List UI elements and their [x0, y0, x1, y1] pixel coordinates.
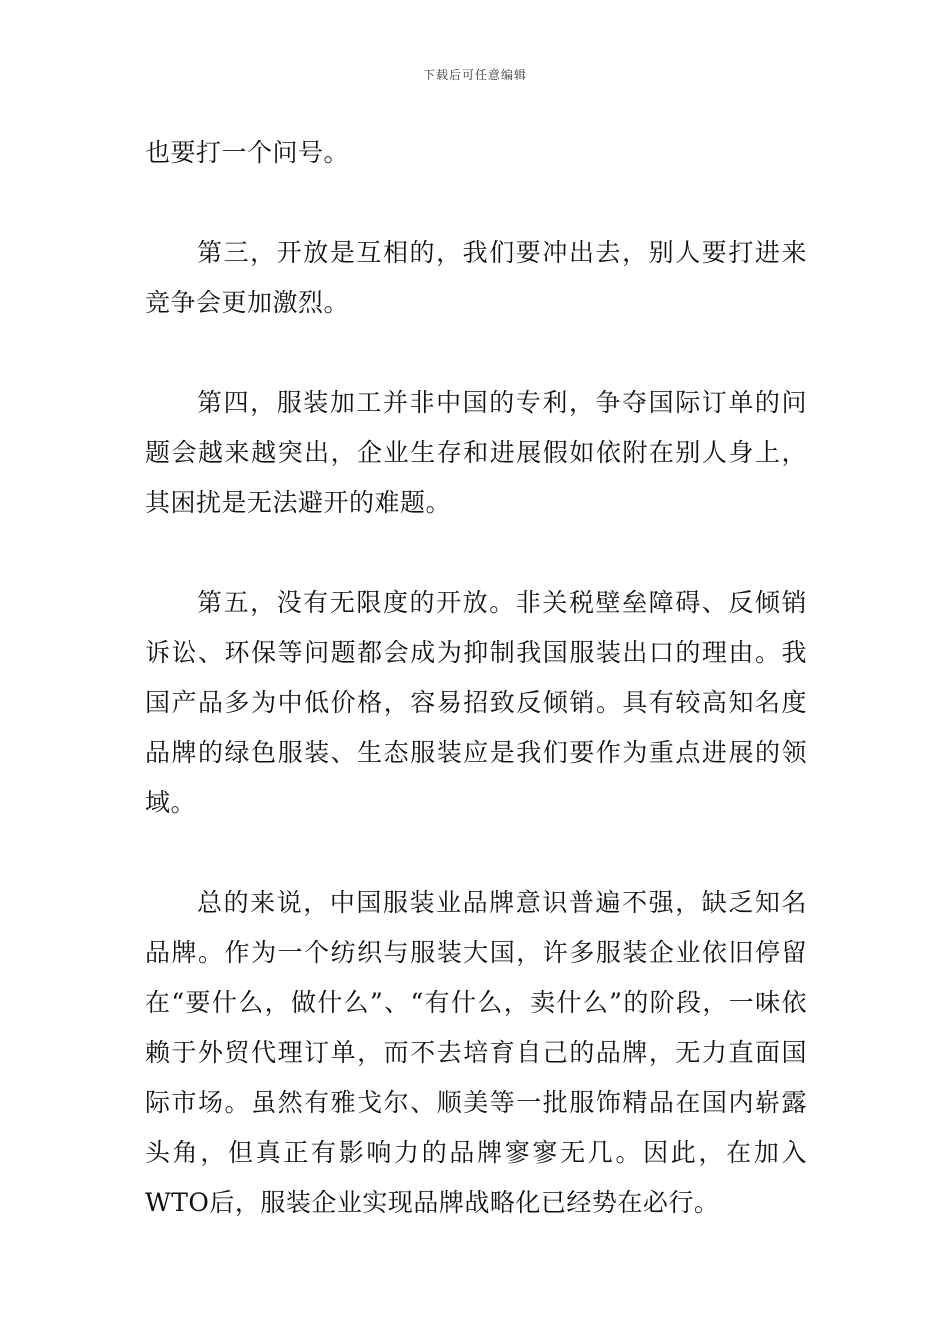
- page-header-note: 下载后可任意编辑: [422, 68, 527, 82]
- paragraph-5: 总的来说，中国服装业品牌意识普遍不强，缺乏知名品牌。作为一个纺织与服装大国，许多服装企业依旧停留在“要什么，做什么”、“有什么，卖什么”的阶段，一味依赖于外贸代理订单，而不去培育自己的品牌，无力直面国际市场。虽然有雅戈尔、顺美等一批服饰精品在国内崭露头角，但真正有影响力的品牌寥寥无几。因此，在加入WTO后，服装企业实现品牌战略化已经势在必行。: [145, 888, 807, 1217]
- paragraph-2: 第三，开放是互相的，我们要冲出去，别人要打进来竞争会更加激烈。: [145, 238, 807, 317]
- paragraph-gap: [145, 178, 807, 228]
- paragraph-gap: [145, 528, 807, 578]
- paragraph-4: 第五，没有无限度的开放。非关税壁垒障碍、反倾销诉讼、环保等问题都会成为抑制我国服装出口的理由。我国产品多为中低价格，容易招致反倾销。具有较高知名度品牌的绿色服装、生态服装应是我们要作为重点进展的领域。: [145, 588, 807, 817]
- paragraph-1: 也要打一个问号。: [145, 138, 350, 167]
- paragraph-3: 第四，服装加工并非中国的专利，争夺国际订单的问题会越来越突出，企业生存和进展假如依附在别人身上，其困扰是无法避开的难题。: [145, 388, 807, 517]
- paragraph-gap: [145, 828, 807, 878]
- paragraph-gap: [145, 328, 807, 378]
- document-body: [145, 128, 807, 1228]
